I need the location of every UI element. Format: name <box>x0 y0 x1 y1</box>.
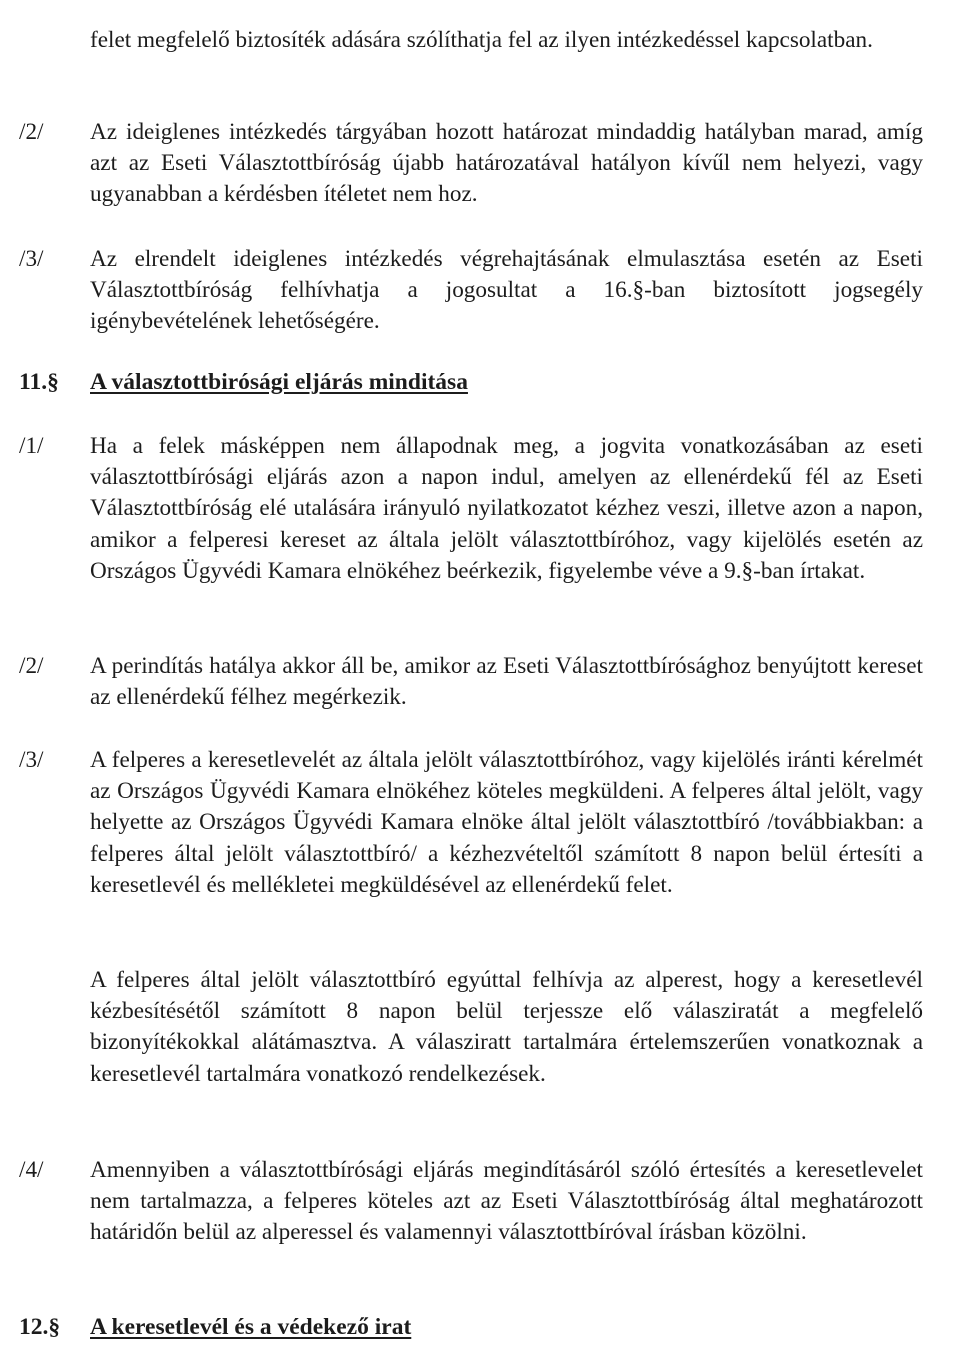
paragraph-text: Az ideiglenes intézkedés tárgyában hozott határozat mindaddig hatályban marad, amíg azt az Eseti Választottbíróság újabb határozatával hatályon kívűl nem helyezi, vagy ugyanabban a kérdésben ítéletet nem hoz. <box>90 119 923 208</box>
section-number: 12.§ <box>19 1314 61 1340</box>
paragraph-text: A perindítás hatálya akkor áll be, amikor az Eseti Választottbírósághoz benyújtott kereset az ellenérdekű félhez megérkezik. <box>90 653 923 711</box>
section-title: A keresetlevél és a védekező irat <box>90 1314 412 1340</box>
continuation-paragraph: felet megfelelő biztosíték adására szólíthatja fel az ilyen intézkedéssel kapcsolatban. <box>90 27 873 53</box>
paragraph-number: /2/ <box>19 119 44 145</box>
paragraph-number: /3/ <box>19 747 44 773</box>
paragraph-text: A felperes által jelölt választottbíró egyúttal felhívja az alperest, hogy a keresetlevél kézbesítésétől számított 8 napon belül terjessze elő válasziratát a megfelelő bizonyítékokkal alátámasztva. A válasziratt tartalmára értelemszerűen vonatkoznak a keresetlevél tartalmára vonatkozó rendelkezések. <box>90 967 923 1087</box>
paragraph-number: /1/ <box>19 433 44 459</box>
paragraph-text: Amennyiben a választottbírósági eljárás megindításáról szóló értesítés a keresetlevelet nem tartalmazza, a felperes köteles azt az Eseti Választottbíróság által meghatározott határidőn belül az alperessel és valamennyi választottbíróval írásban közölni. <box>90 1157 923 1246</box>
section-number: 11.§ <box>19 369 59 395</box>
paragraph-text: Ha a felek másképpen nem állapodnak meg, a jogvita vonatkozásában az eseti választottbírósági eljárás azon a napon indul, amelyen az ellenérdekű fél az Eseti Választottbíróság elé utalására irányuló nyilatkozatot kézhez veszi, illetve azon a napon, amikor a felperesi kereset az általa jelölt választottbíróhoz, vagy kijelölés esetén az Országos Ügyvédi Kamara elnökéhez beérkezik, figyelembe véve a 9.§-ban írtakat. <box>90 433 923 584</box>
paragraph-number: /4/ <box>19 1157 44 1183</box>
paragraph-number: /3/ <box>19 246 44 272</box>
paragraph-text: A felperes a keresetlevelét az általa jelölt választottbíróhoz, vagy kijelölés iránti kérelmét az Országos Ügyvédi Kamara elnökéhez köteles megküldeni. A felperes által jelölt, vagy helyette az Országos Ügyvédi Kamara elnöke által jelölt választottbíró /továbbiakban: a felperes által jelölt választottbíró/ a kézhezvételtől számított 8 napon belül értesíti a keresetlevél és mellékletei megküldésével az ellenérdekű felet. <box>90 747 923 898</box>
section-title: A választottbirósági eljárás minditása <box>90 369 468 395</box>
paragraph-number: /2/ <box>19 653 44 679</box>
paragraph-text: Az elrendelt ideiglenes intézkedés végrehajtásának elmulasztása esetén az Eseti Választottbíróság felhívhatja a jogosultat a 16.§-ban biztosított jogsegély igénybevételének lehetőségére. <box>90 246 923 335</box>
